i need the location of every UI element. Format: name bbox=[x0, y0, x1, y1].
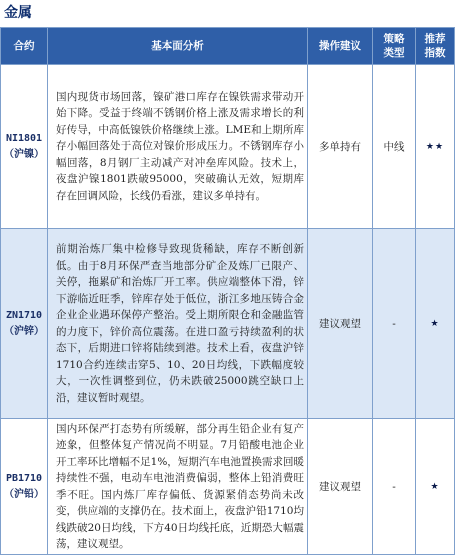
analysis-text: 国内现货市场回落，镍矿港口库存在镍铁需求带动开始下降。受益于终端不锈钢价格上涨及需求增长的利好传导，中高低镍铁价格继续上涨。LME和上期所库存小幅回落处于高位对镍价形成压力。不锈钢库存小幅回落，8月钢厂主动减产对冲垒库风险。技术上，夜盘沪镍1801跌破95000，突破确认无效，短期库存在回调风险，长线仍看涨，建议多单持有。 bbox=[48, 65, 308, 229]
contract-name: （沪锌） bbox=[4, 325, 44, 337]
action-suggestion: 建议观望 bbox=[308, 419, 373, 555]
header-action: 操作建议 bbox=[308, 28, 373, 65]
rating-stars: ★ bbox=[416, 229, 455, 419]
table-row bbox=[1, 65, 455, 229]
contract-cell bbox=[1, 229, 48, 419]
contract-code: ZN1710 bbox=[5, 309, 43, 321]
header-analysis: 基本面分析 bbox=[48, 28, 308, 65]
header-contract: 合约 bbox=[1, 28, 48, 65]
section-title: 金属 bbox=[4, 5, 32, 21]
rating-stars: ★★ bbox=[416, 65, 455, 229]
contract-cell bbox=[1, 65, 48, 229]
rating-stars: ★ bbox=[416, 419, 455, 555]
action-suggestion: 建议观望 bbox=[308, 229, 373, 419]
action-suggestion: 多单持有 bbox=[308, 65, 373, 229]
table-row bbox=[1, 419, 455, 555]
metals-table bbox=[0, 27, 455, 555]
contract-code: NI1801 bbox=[5, 132, 43, 144]
contract-cell bbox=[1, 419, 48, 555]
strategy-type: - bbox=[373, 229, 416, 419]
header-strategy-type: 策略 类型 bbox=[373, 28, 416, 65]
header-rating: 推荐 指数 bbox=[416, 28, 455, 65]
contract-code: PB1710 bbox=[5, 472, 43, 484]
analysis-text: 前期治炼厂集中检修导致现货稀缺，库存不断创新低。由于8月环保严查当地部分矿企及炼厂已限产、关停，拖累矿和治炼厂开工率。供应端整体下滑，锌下游临近旺季，锌库存处于低位，浙江多地压铸合金企业企业遇环保停产整治。受上期所限仓和金融监管的力度下，锌价高位震荡。在进口盈亏持续盈利的状态下，后期进口锌将陆续到港。技术上看，夜盘沪锌1710合约连续击穿5、10、20日均线，下跌幅度较大，一次性调整到位，仍未跌破25000跳空缺口上沿，建议暂时观望。 bbox=[48, 229, 308, 419]
strategy-type: 中线 bbox=[373, 65, 416, 229]
table-header-row bbox=[1, 28, 455, 65]
analysis-text: 国内环保严打态势有所缓解，部分再生铅企业有复产迹象，但整体复产情况尚不明显。7月铅酸电池企业开工率环比增幅不足1%，短期汽车电池置换需求回暖持续性不强，电动车电池消费偏弱，整体上铅消费旺季不旺。国内炼厂库存偏低、货源紧俏态势尚未改变，供应端的支撑仍在。技术面上，夜盘沪铅1710均线跌破20日均线，下方40日均线托底，近期恐大幅震荡，建议观望。 bbox=[48, 419, 308, 555]
table-row bbox=[1, 229, 455, 419]
contract-name: （沪铅） bbox=[4, 488, 44, 500]
contract-name: （沪镍） bbox=[4, 148, 44, 160]
strategy-type: - bbox=[373, 419, 416, 555]
